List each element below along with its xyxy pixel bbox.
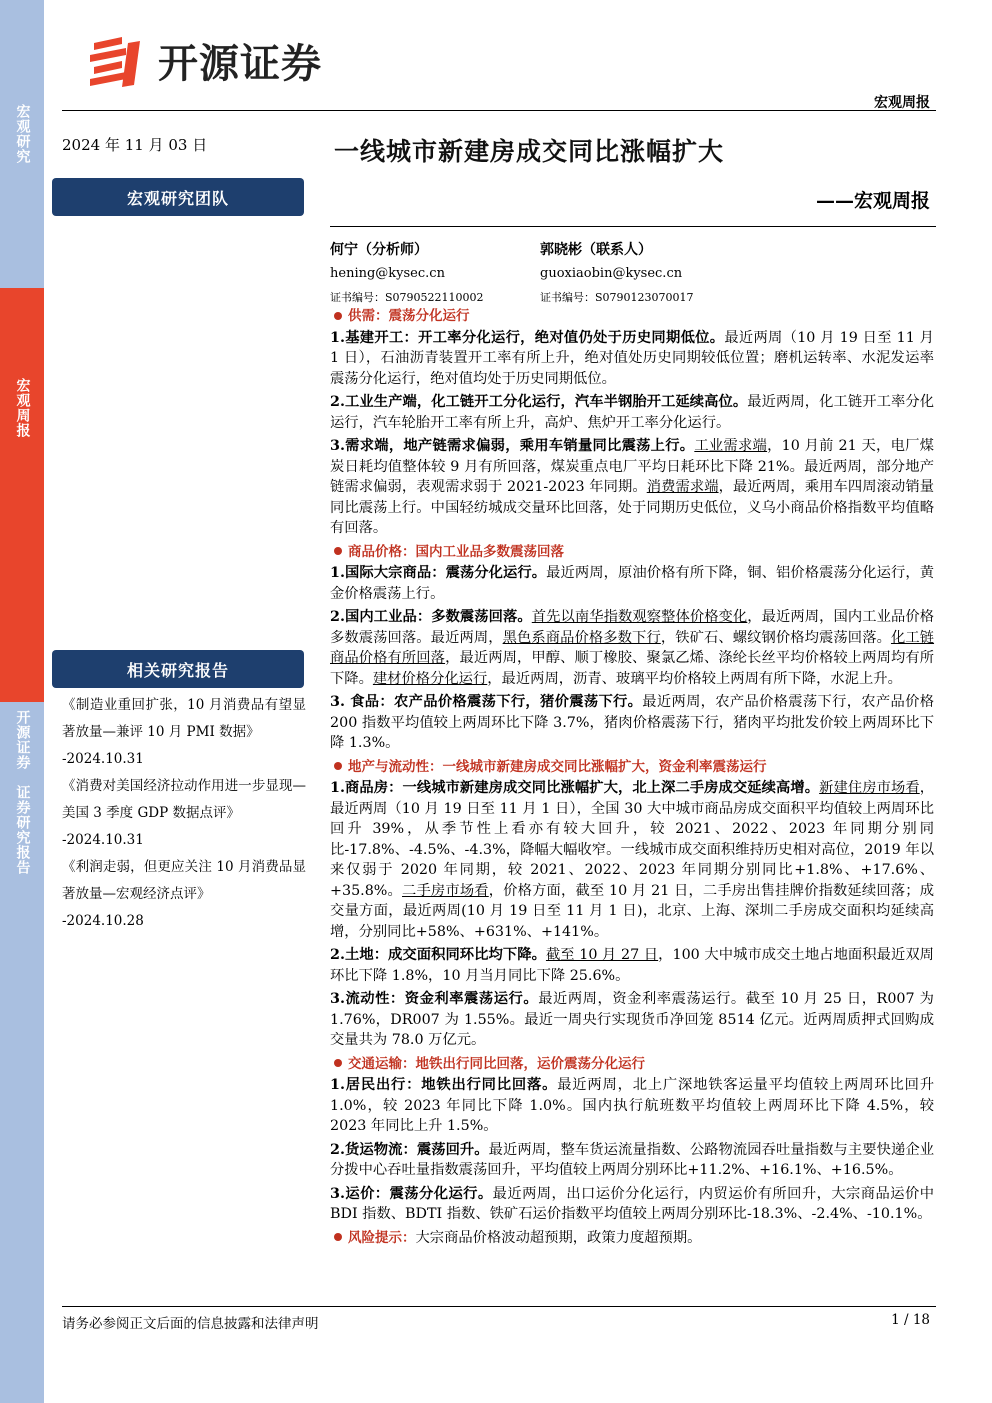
- paragraph-text: ，最近两周，甲醇、顺丁橡胶、聚氯乙烯、涤纶长丝平均价格较上两周均有所下降。: [330, 650, 935, 687]
- paragraph-text: ，最近两周，国内工业品价格多数震荡回落。最近两周，: [330, 609, 935, 646]
- underlined-phrase: 黑色系商品价格多数下行: [502, 629, 661, 646]
- analyst-card: [540, 238, 694, 310]
- paragraph: [330, 1184, 934, 1225]
- underlined-phrase: 建材价格分化运行: [372, 670, 488, 687]
- paragraph-text: ，铁矿石、螺纹钢价格均震荡回落。: [660, 629, 891, 646]
- paragraph: [330, 1075, 934, 1137]
- bullet-icon: [334, 1233, 342, 1241]
- team-label: 宏观研究团队: [126, 188, 229, 208]
- bullet-icon: [334, 312, 342, 320]
- underlined-phrase: 消费需求端: [646, 479, 719, 495]
- report-body: [330, 306, 934, 1251]
- related-reports-box: [52, 650, 304, 688]
- footer-divider: [62, 1306, 936, 1307]
- related-report-item[interactable]: [62, 773, 306, 854]
- section-heading-text: 交通运输：地铁出行同比回落，运价震荡分化运行: [348, 1055, 645, 1072]
- paragraph-lead: 2.国内工业品：多数震荡回落。: [330, 609, 532, 625]
- paragraph-text: 最近两周，原油价格有所下降，铜、铝价格震荡分化运行，黄金价格震荡上行。: [330, 565, 934, 602]
- analyst-cert: 证书编号：S0790123070017: [540, 291, 694, 304]
- paragraph-text: 最近两周，整车货运流量指数、公路物流园吞吐量指数与主要快递企业分拨中心吞吐量指数震荡回升，平均值较上两周分别环比+11.2%、+16.1%、+16.5%。: [330, 1141, 934, 1178]
- risk-heading-text: 风险提示：: [348, 1229, 416, 1246]
- analyst-name: 何宁（分析师）: [330, 242, 428, 258]
- report-type-tag: 宏观周报: [874, 95, 930, 111]
- paragraph: [330, 436, 934, 539]
- paragraph-text: ，最近两周，沥青、玻璃平均价格较上两周有所下降，水泥上升。: [487, 670, 902, 687]
- underlined-phrase: 首先以南华指数观察整体价格变化: [531, 609, 748, 625]
- analyst-cert: 证书编号：S0790522110002: [330, 291, 484, 304]
- paragraph-text: 最近两周，化工链开工率分化运行，汽车轮胎开工率有所上升，高炉、焦炉开工率分化运行。: [330, 394, 934, 431]
- paragraph-lead: 1.国际大宗商品：震荡分化运行。: [330, 565, 547, 581]
- section-heading-text: 供需：震荡分化运行: [348, 308, 470, 324]
- related-report-title[interactable]: 《制造业重回扩张，10 月消费品有望显著放量—兼评 10 月 PMI 数据》: [62, 697, 306, 740]
- underlined-phrase: 化工链商品价格有所回落: [330, 629, 935, 666]
- risk-heading: [330, 1230, 416, 1246]
- paragraph-lead: 1.商品房：一线城市新建房成交同比涨幅扩大，北上深二手房成交延续高增。: [330, 780, 820, 796]
- paragraph: [330, 1140, 934, 1181]
- sidebar-tab-macro-weekly: [0, 288, 44, 702]
- risk-text: 大宗商品价格波动超预期，政策力度超预期。: [415, 1229, 702, 1246]
- paragraph-lead: 3. 食品：农产品价格震荡下行，猪价震荡下行。: [330, 694, 643, 710]
- sidebar-tab-macro-research: [0, 0, 44, 288]
- page-number: 1 / 18: [891, 1312, 930, 1328]
- bullet-icon: [334, 1059, 342, 1067]
- paragraph-text: ，10 月前 21 天，电厂煤炭日耗均值整体较 9 月有所回落，煤炭重点电厂平均日耗环比下降 21%。最近两周，部分地产链需求偏弱，表观需求弱于 2021-2023 年同期。: [330, 438, 934, 495]
- section-heading: [330, 542, 934, 563]
- paragraph-text: 最近两周，农产品价格震荡下行，农产品价格 200 指数平均值较上两周环比下降 3.7%，猪肉价格震荡下行，猪肉平均批发价较上两周环比下降 1.3%。: [330, 694, 935, 751]
- paragraph-text: 最近两周，北上广深地铁客运量平均值较上两周环比回升 1.0%，较 2023 年同比下降 1.0%。国内执行航班数平均值较上两周环比下降 4.5%，较 2023 年同比上升 1.5%。: [330, 1077, 934, 1134]
- paragraph-text: 最近两周，出口运价分化运行，内贸运价有所回升，大宗商品运价中 BDI 指数、BDTI 指数、铁矿石运价指数平均值较上两周分别环比-18.3%、-2.4%、-10.1%。: [330, 1185, 934, 1222]
- paragraph-text: 最近两周，资金利率震荡运行。截至 10 月 25 日，R007 为 1.76%，DR007 为 1.55%。最近一周央行实现货币净回笼 8514 亿元。近两周质押式回购成交量共为 78.0 万亿元。: [330, 991, 934, 1048]
- risk-warning: [330, 1228, 934, 1249]
- paragraph: [330, 945, 934, 986]
- paragraph-lead: 3.运价：震荡分化运行。: [330, 1185, 493, 1202]
- underlined-phrase: 二手房市场看: [402, 882, 489, 899]
- paragraph: [330, 328, 934, 390]
- report-subtitle: ——宏观周报: [815, 190, 930, 212]
- paragraph: [330, 778, 934, 942]
- section-heading: [330, 306, 934, 327]
- paragraph: [330, 392, 934, 433]
- analyst-email[interactable]: hening@kysec.cn: [330, 266, 445, 281]
- section-heading: [330, 757, 934, 778]
- related-report-item[interactable]: [62, 692, 306, 773]
- related-report-date: -2024.10.31: [62, 832, 144, 848]
- logo-text: 开源证券: [158, 41, 322, 87]
- related-reports-label: 相关研究报告: [126, 660, 229, 680]
- paragraph-text: ，最近两周（10 月 19 日至 11 月 1 日），全国 30 大中城市商品房成交面积平均值较上两周环比回升 39%，从季节性上看亦有较大回升，较 2021、2022、2023 年同期分别同比-17.8%、-4.5%、-4.3%，降幅大幅收窄。一线城市成交面积维持历史相对高位，2019 年以来仅弱于 2020 年同期，较 2021、2022、2023 年同期分别同比+1.8%、+17.6%、+35.8%。: [330, 780, 935, 899]
- paragraph-text: 最近两周（10 月 19 日至 11 月 1 日），石油沥青装置开工率有所上升，绝对值处历史同期较低位置；磨机运转率、水泥发运率震荡分化运行，绝对值均处于历史同期低位。: [330, 329, 934, 387]
- footer-disclaimer: 请务必参阅正文后面的信息披露和法律声明: [62, 1316, 319, 1332]
- paragraph-lead: 2.土地：成交面积同环比均下降。: [330, 947, 546, 963]
- related-report-title[interactable]: 《利润走弱，但更应关注 10 月消费品显著放量—宏观经济点评》: [62, 859, 306, 902]
- paragraph: [330, 563, 934, 604]
- paragraph-text: ，100 大中城市成交土地占地面积最近双周环比下降 1.8%，10 月当月同比下降 25.6%。: [330, 947, 934, 984]
- paragraph-lead: 3.流动性：资金利率震荡运行。: [330, 991, 539, 1007]
- underlined-phrase: 工业需求端: [694, 438, 768, 454]
- sidebar-tab-label: 开源证券 证券研究报告: [14, 710, 31, 875]
- paragraph: [330, 692, 934, 754]
- related-report-date: -2024.10.28: [62, 913, 144, 929]
- analyst-name: 郭晓彬（联系人）: [540, 242, 652, 258]
- sidebar-tab-label: 宏观研究: [14, 104, 31, 164]
- analyst-email[interactable]: guoxiaobin@kysec.cn: [540, 266, 683, 281]
- logo-icon: [88, 35, 146, 87]
- company-logo: [88, 32, 322, 89]
- paragraph: [330, 989, 934, 1051]
- bullet-icon: [334, 547, 342, 555]
- title-divider: [330, 226, 936, 227]
- paragraph-lead: 3.需求端，地产链需求偏弱，乘用车销量同比震荡上行。: [330, 438, 695, 454]
- team-label-box: [52, 178, 304, 216]
- related-report-item[interactable]: [62, 854, 306, 935]
- sidebar-tab-label: 宏观周报: [14, 378, 31, 438]
- bullet-icon: [334, 762, 342, 770]
- underlined-phrase: 截至 10 月 27 日: [545, 947, 659, 963]
- section-heading: [330, 1054, 934, 1075]
- sidebar-tab-brand: [0, 702, 44, 1403]
- underlined-phrase: 新建住房市场看: [819, 780, 920, 796]
- paragraph-lead: 1.基建开工：开工率分化运行，绝对值仍处于历史同期低位。: [330, 329, 725, 346]
- report-date: 2024 年 11 月 03 日: [62, 136, 208, 154]
- related-report-title[interactable]: 《消费对美国经济拉动作用进一步显现—美国 3 季度 GDP 数据点评》: [62, 778, 306, 821]
- paragraph-lead: 1.居民出行：地铁出行同比回落。: [330, 1077, 558, 1093]
- paragraph-text: ，价格方面，截至 10 月 21 日，二手房出售挂牌价指数延续回落；成交量方面，最近两周(10 月 19 日至 11 月 1 日)，北京、上海、深圳二手房成交面积均延续高增，分别同比+58%、+631%、+141%。: [330, 882, 934, 940]
- paragraph-lead: 2.工业生产端，化工链开工分化运行，汽车半钢胎开工延续高位。: [330, 394, 748, 410]
- paragraph-lead: 2.货运物流：震荡回升。: [330, 1141, 489, 1158]
- related-report-date: -2024.10.31: [62, 751, 144, 767]
- analyst-card: [330, 238, 484, 310]
- report-title: 一线城市新建房成交同比涨幅扩大: [334, 137, 725, 166]
- section-heading-text: 地产与流动性：一线城市新建房成交同比涨幅扩大，资金利率震荡运行: [348, 758, 767, 775]
- header-divider: [62, 110, 936, 111]
- paragraph-text: ，最近两周，乘用车四周滚动销量同比震荡上行。中国轻纺城成交量环比回落，处于同期历史低位，义乌小商品价格指数平均值略有回落。: [330, 479, 935, 536]
- paragraph: [330, 607, 934, 689]
- related-reports-list: [62, 692, 306, 935]
- section-heading-text: 商品价格：国内工业品多数震荡回落: [348, 543, 564, 560]
